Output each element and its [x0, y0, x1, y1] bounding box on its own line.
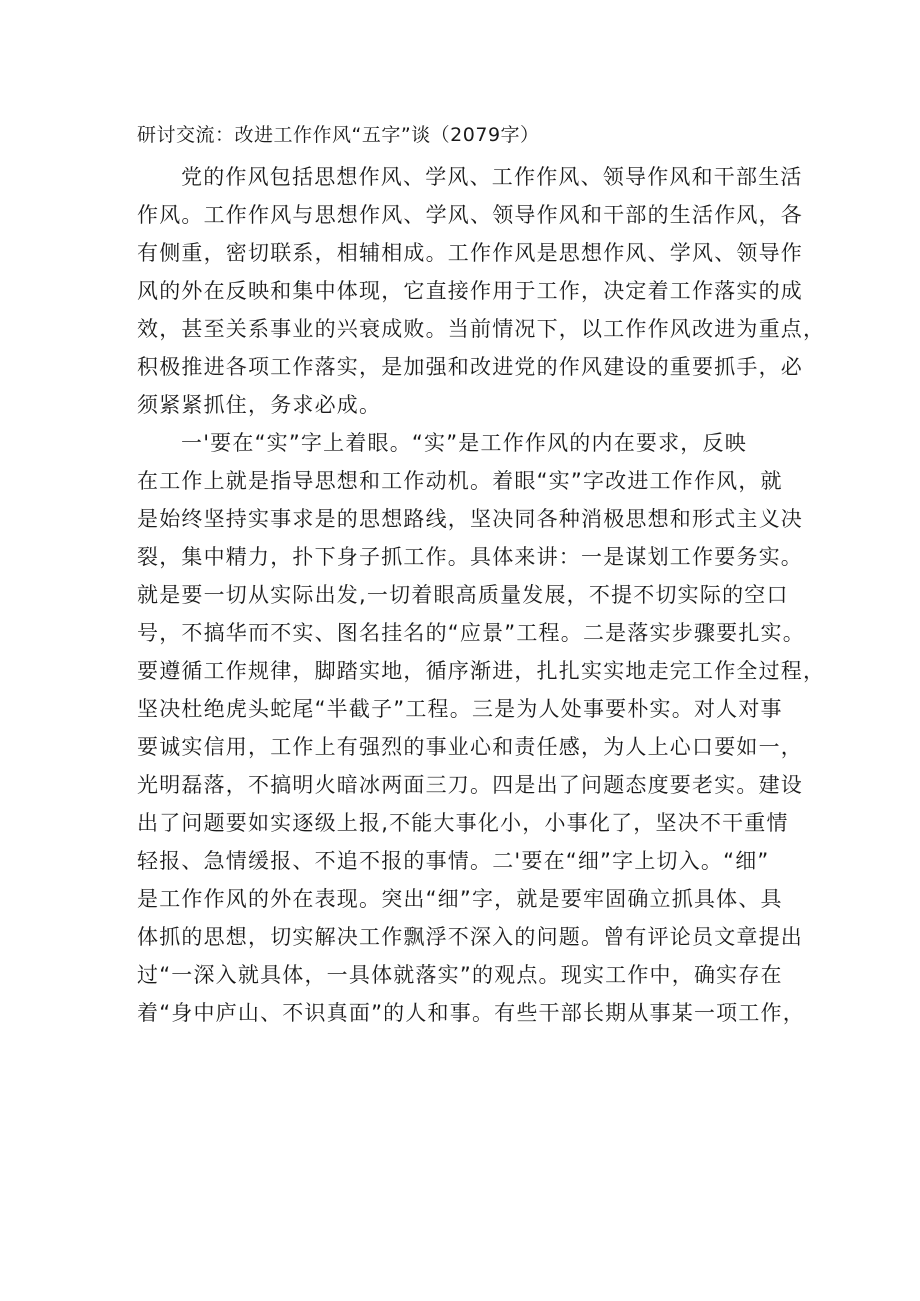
paragraph-line: 一'要在“实”字上着眼。“实”是工作作风的内在要求，反映: [181, 431, 747, 455]
paragraph-line: 须紧紧抓住，务求必成。: [137, 393, 382, 417]
paragraph-line: 体抓的思想，切实解决工作飘浮不深入的问题。曾有评论员文章提出: [137, 925, 803, 949]
paragraph-line: 裂，集中精力，扑下身子抓工作。具体来讲：一是谋划工作要务实。: [137, 545, 803, 569]
paragraph-line: 坚决杜绝虎头蛇尾“半截子”工程。三是为人处事要朴实。对人对事: [137, 697, 783, 721]
paragraph-line: 号，不搞华而不实、图名挂名的“应景”工程。二是落实步骤要扎实。: [137, 621, 805, 645]
document-title: 研讨交流：改进工作作风“五字”谈（2079字）: [137, 124, 540, 146]
document-body: [137, 158, 826, 1032]
paragraph-line: 着“身中庐山、不识真面”的人和事。有些干部长期从事某一项工作，: [137, 1001, 805, 1025]
paragraph-line: 在工作上就是指导思想和工作动机。着眼“实”字改进工作作风，就: [137, 469, 783, 493]
paragraph-line: 是工作作风的外在表现。突出“细”字，就是要牢固确立抓具体、具: [137, 887, 783, 911]
paragraph-line: 党的作风包括思想作风、学风、工作作风、领导作风和干部生活: [181, 165, 803, 189]
paragraph-line: 要诚实信用，工作上有强烈的事业心和责任感，为人上心口要如一，: [137, 735, 803, 759]
paragraph-line: 风的外在反映和集中体现，它直接作用于工作，决定着工作落实的成: [137, 279, 803, 303]
paragraph-line: 出了问题要如实逐级上报,不能大事化小，小事化了，坚决不干重情: [137, 811, 789, 835]
paragraph-line: 是始终坚持实事求是的思想路线，坚决同各种消极思想和形式主义决: [137, 507, 803, 531]
paragraph-line: 要遵循工作规律，脚踏实地，循序渐进，扎扎实实地走完工作全过程，: [137, 659, 826, 683]
paragraph-line: 轻报、急情缓报、不追不报的事情。二'要在“细”字上切入。“细”: [137, 849, 770, 873]
paragraph-line: 过“一深入就具体，一具体就落实”的观点。现实工作中，确实存在: [137, 963, 783, 987]
paragraph-line: 光明磊落，不搞明火暗冰两面三刀。四是出了问题态度要老实。建设: [137, 773, 803, 797]
paragraph-line: 作风。工作作风与思想作风、学风、领导作风和干部的生活作风，各: [137, 203, 803, 227]
paragraph-line: 有侧重，密切联系，相辅相成。工作作风是思想作风、学风、领导作: [137, 241, 803, 265]
paragraph-line: 就是要一切从实际出发,一切着眼高质量发展，不提不切实际的空口: [137, 583, 789, 607]
paragraph-line: 效，甚至关系事业的兴衰成败。当前情况下，以工作作风改进为重点，: [137, 317, 826, 341]
paragraph-line: 积极推进各项工作落实，是加强和改进党的作风建设的重要抓手，必: [137, 355, 803, 379]
